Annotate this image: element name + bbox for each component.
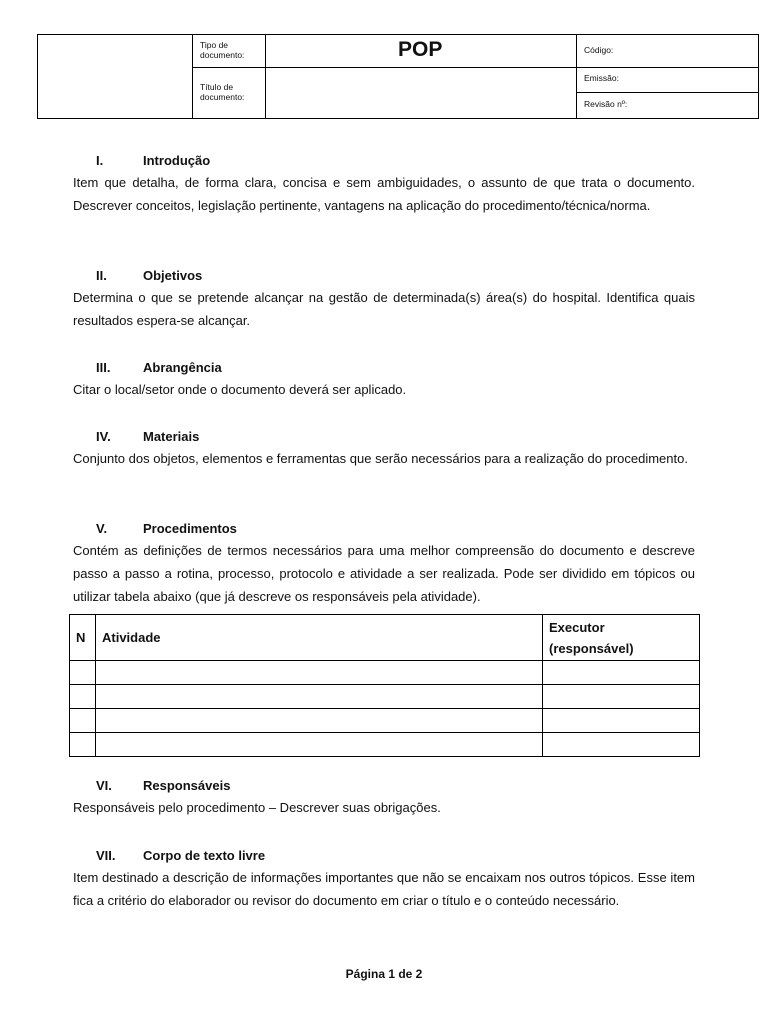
section-number: VII.: [96, 848, 116, 863]
section-number: II.: [96, 268, 107, 283]
section-text: Conjunto dos objetos, elementos e ferramentas que serão necessários para a realização do procedimento.: [73, 451, 688, 466]
tipo-label: Tipo de documento:: [200, 40, 245, 60]
section-heading: [73, 153, 695, 171]
table-row: [70, 733, 700, 757]
col-atividade-header: Atividade: [96, 615, 543, 661]
executor-label: Executor: [549, 619, 605, 635]
section-text: Item destinado a descrição de informações importantes que não se encaixam nos outros tópicos. Esse item fica a critério do elaborador ou revisor do documento em criar o título e o conteúdo necessário.: [73, 870, 695, 908]
revisao-label: Revisão nº:: [584, 99, 628, 109]
document-header: [37, 34, 759, 119]
document-type-value: POP: [398, 38, 443, 61]
table-cell[interactable]: [543, 733, 700, 757]
section-number: IV.: [96, 429, 111, 444]
section-text: Citar o local/setor onde o documento deverá ser aplicado.: [73, 382, 407, 397]
section-text: Contém as definições de termos necessários para uma melhor compreensão do documento e descreve passo a passo a rotina, processo, protocolo e atividade a ser realizada. Pode ser dividido em tópicos ou utilizar tabela abaixo (que já descreve os responsáveis pela atividade).: [73, 543, 695, 604]
section-text: Determina o que se pretende alcançar na gestão de determinada(s) área(s) do hospital. Identifica quais resultados espera-se alcançar.: [73, 290, 695, 328]
section-text: Responsáveis pelo procedimento – Descrever suas obrigações.: [73, 800, 441, 815]
table-cell[interactable]: [543, 661, 700, 685]
section-text: Item que detalha, de forma clara, concisa e sem ambiguidades, o assunto de que trata o documento. Descrever conceitos, legislação pertinente, vantagens na aplicação do procedimento/técnica/norma.: [73, 175, 695, 213]
divider: [192, 67, 758, 68]
section-materiais: [73, 429, 695, 470]
section-abrangencia: [73, 360, 695, 401]
section-title: Objetivos: [143, 268, 203, 283]
section-heading: [73, 429, 695, 447]
table-cell[interactable]: [96, 685, 543, 709]
page-number: Página 1 de 2: [345, 967, 423, 981]
divider: [576, 35, 577, 118]
section-heading: [73, 848, 695, 866]
col-n-header: N: [70, 615, 96, 661]
section-objetivos: [73, 268, 695, 332]
divider: [265, 35, 266, 118]
table-cell[interactable]: [70, 685, 96, 709]
section-number: I.: [96, 153, 104, 168]
table-cell[interactable]: [70, 733, 96, 757]
executor-sublabel: (responsável): [549, 640, 634, 656]
section-responsaveis: [73, 778, 695, 819]
section-title: Procedimentos: [143, 521, 237, 536]
divider: [192, 35, 193, 118]
section-heading: [73, 778, 695, 796]
activity-table: [69, 614, 700, 757]
table-row: [70, 661, 700, 685]
section-heading: [73, 360, 695, 378]
section-corpo-texto-livre: [73, 848, 695, 912]
table-row: [70, 685, 700, 709]
section-procedimentos: [73, 521, 695, 608]
emissao-label: Emissão:: [584, 73, 619, 83]
section-title: Introdução: [143, 153, 211, 168]
table-cell[interactable]: [96, 661, 543, 685]
section-introducao: [73, 153, 695, 217]
table-cell[interactable]: [96, 733, 543, 757]
titulo-label: Título de documento:: [200, 82, 245, 102]
section-heading: [73, 521, 695, 539]
col-executor-header: [543, 615, 700, 661]
table-row: [70, 709, 700, 733]
section-number: V.: [96, 521, 108, 536]
section-number: III.: [96, 360, 111, 375]
section-title: Corpo de texto livre: [143, 848, 266, 863]
section-title: Materiais: [143, 429, 200, 444]
table-cell[interactable]: [543, 709, 700, 733]
table-header-row: [70, 615, 700, 661]
table-cell[interactable]: [96, 709, 543, 733]
codigo-label: Código:: [584, 45, 614, 55]
divider: [576, 92, 758, 93]
table-cell[interactable]: [70, 709, 96, 733]
section-title: Responsáveis: [143, 778, 231, 793]
section-title: Abrangência: [143, 360, 222, 375]
section-heading: [73, 268, 695, 286]
table-cell[interactable]: [70, 661, 96, 685]
table-cell[interactable]: [543, 685, 700, 709]
section-number: VI.: [96, 778, 112, 793]
